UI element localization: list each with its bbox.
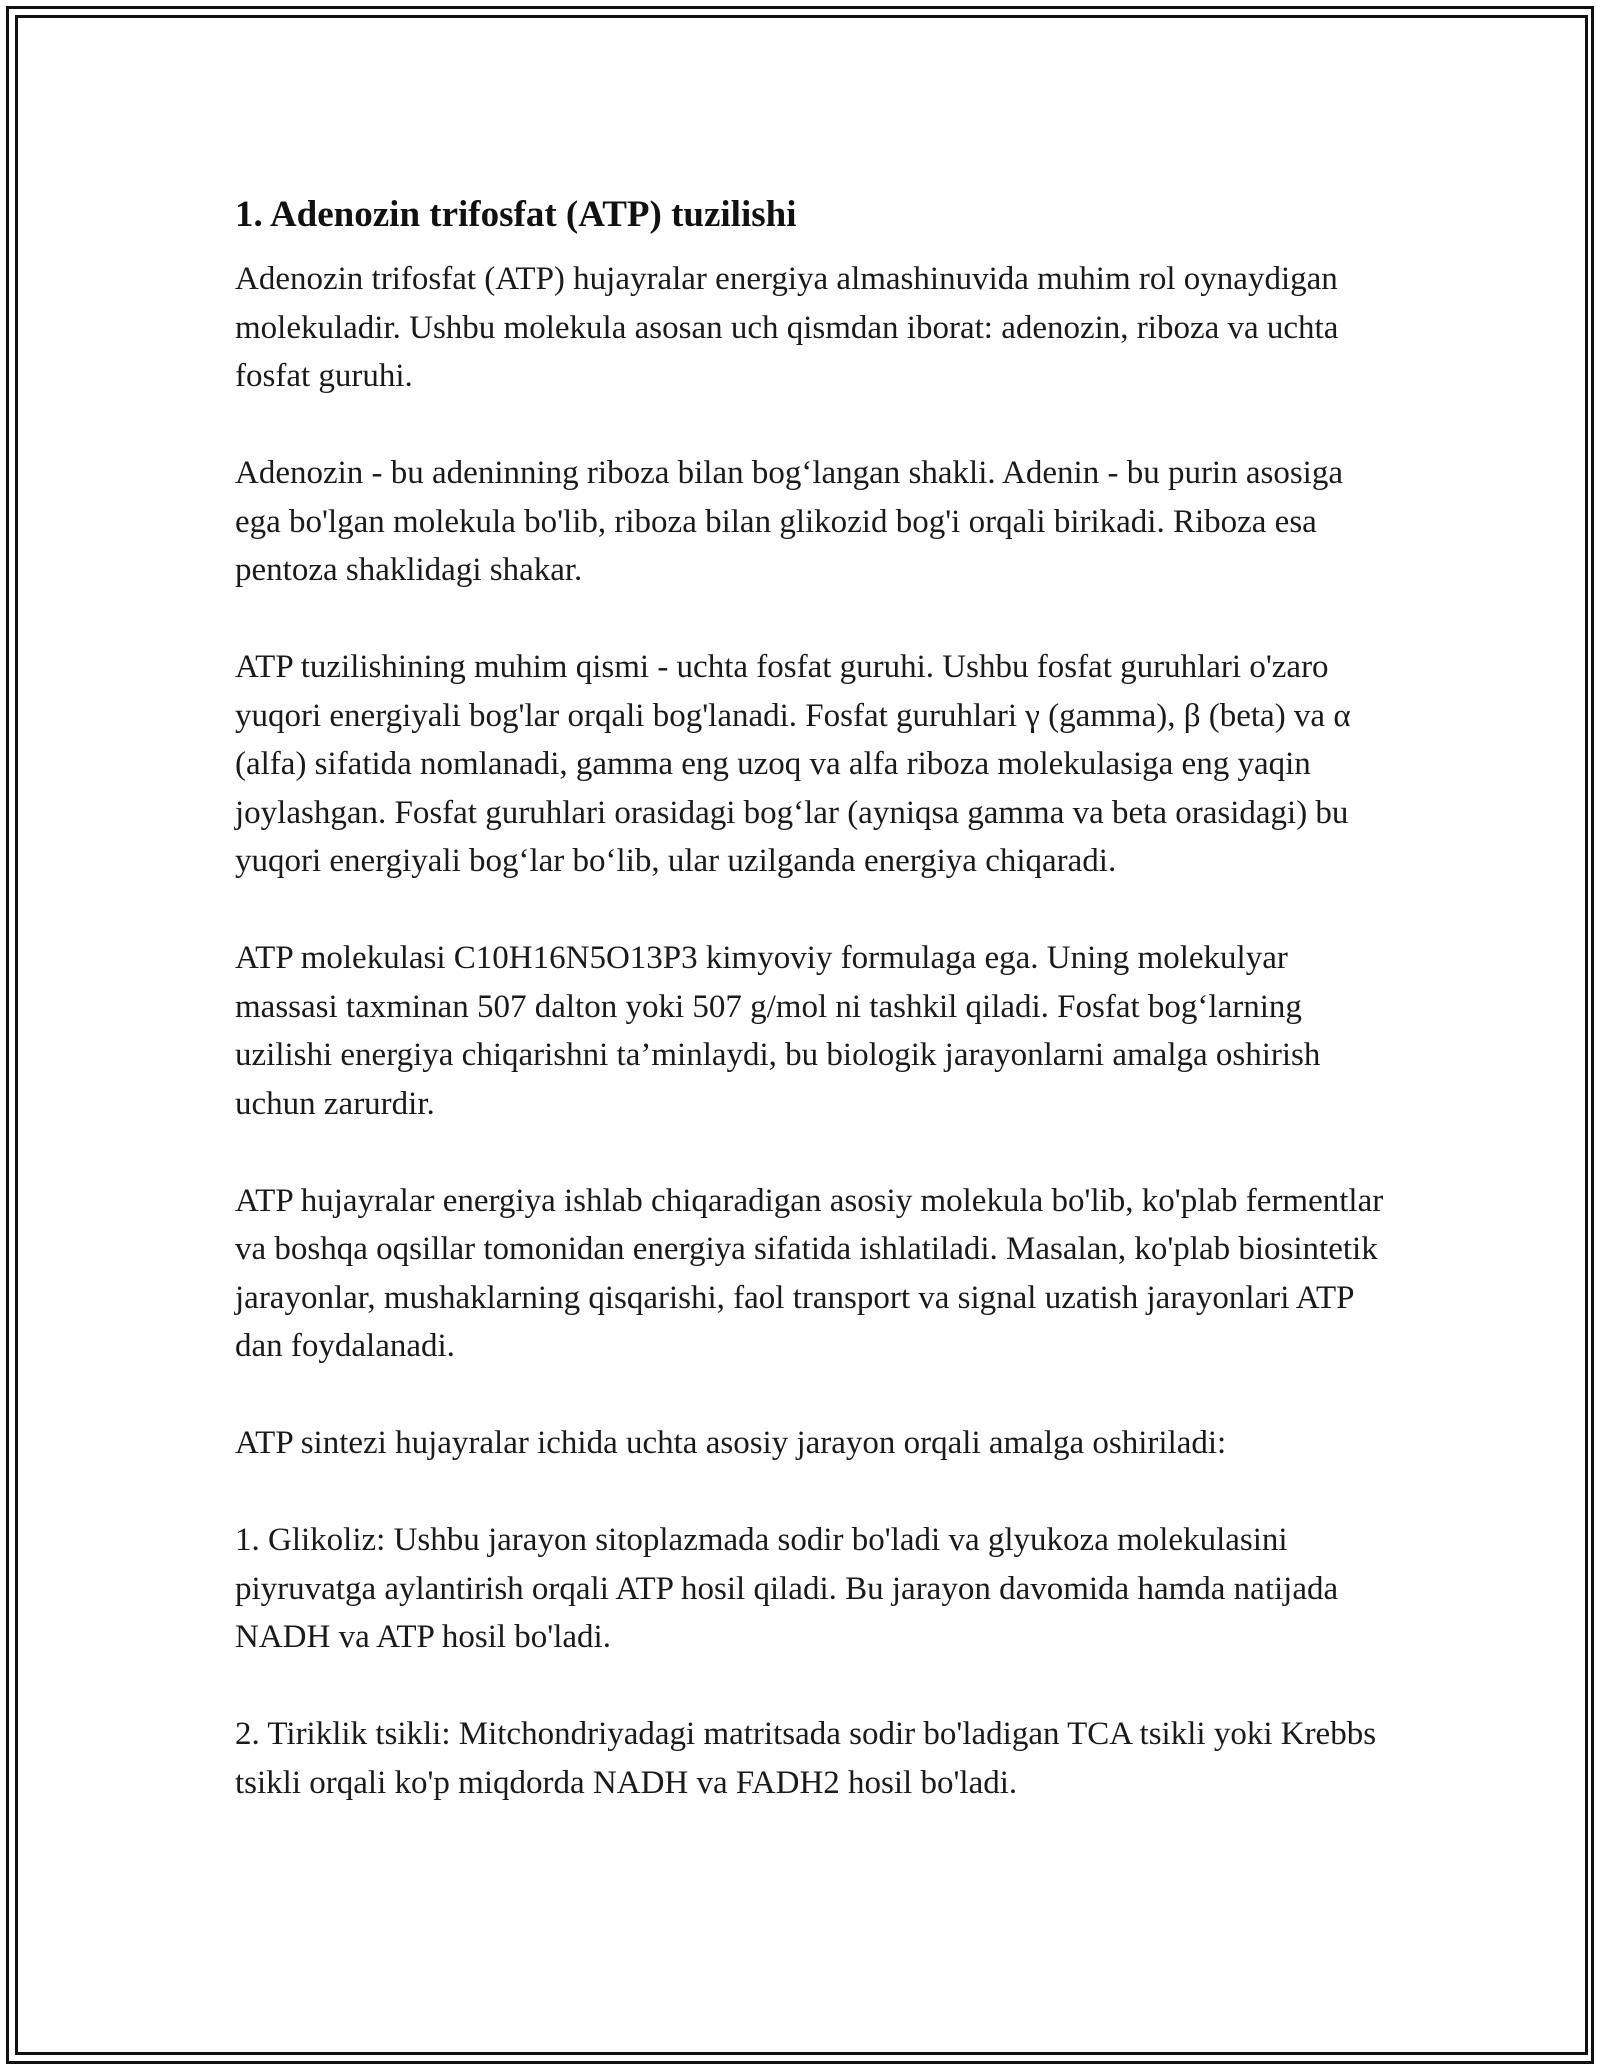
paragraph-formula: ATP molekulasi C10H16N5O13P3 kimyoviy formulaga ega. Uning molekulyar massasi taxminan 507 dalton yoki 507 g/mol ni tashkil qiladi. Fosfat bog‘larning uzilishi energiya chiqarishni ta’minlaydi, bu biologik jarayonlarni amalga oshirish uchun zarurdir. bbox=[235, 940, 1321, 1122]
paragraph-usage: ATP hujayralar energiya ishlab chiqaradigan asosiy molekula bo'lib, ko'plab fermentlar va boshqa oqsillar tomonidan energiya sifatida ishlatiladi. Masalan, ko'plab biosintetik jarayonlar, mushaklarning qisqarishi, faol transport va signal uzatish jarayonlari ATP dan foydalanadi. bbox=[235, 1182, 1384, 1364]
paragraph-tca-cycle: 2. Tiriklik tsikli: Mitchondriyadagi matritsada sodir bo'ladigan TCA tsikli yoki Krebbs tsikli orqali ko'p miqdorda NADH va FADH2 hosil bo'ladi. bbox=[235, 1716, 1377, 1801]
paragraph-glycolysis: 1. Glikoliz: Ushbu jarayon sitoplazmada sodir bo'ladi va glyukoza molekulasini piyruvatga aylantirish orqali ATP hosil qiladi. Bu jarayon davomida hamda natijada NADH va ATP hosil bo'ladi. bbox=[235, 1522, 1339, 1655]
paragraph-intro: Adenozin trifosfat (ATP) hujayralar energiya almashinuvida muhim rol oynaydigan molekuladir. Ushbu molekula asosan uch qismdan iborat: adenozin, riboza va uchta fosfat guruhi. bbox=[235, 261, 1339, 394]
paragraph-synthesis-intro: ATP sintezi hujayralar ichida uchta asosiy jarayon orqali amalga oshiriladi: bbox=[235, 1425, 1227, 1461]
paragraph-adenosine: Adenozin - bu adeninning riboza bilan bog‘langan shakli. Adenin - bu purin asosiga ega bo'lgan molekula bo'lib, riboza bilan glikozid bog'i orqali birikadi. Riboza esa pentoza shaklidagi shakar. bbox=[235, 455, 1343, 588]
section-heading: 1. Adenozin trifosfat (ATP) tuzilishi bbox=[235, 194, 797, 235]
document-body bbox=[235, 185, 1385, 1856]
paragraph-phosphate-groups: ATP tuzilishining muhim qismi - uchta fosfat guruhi. Ushbu fosfat guruhlari o'zaro yuqori energiyali bog'lar orqali bog'lanadi. Fosfat guruhlari γ (gamma), β (beta) va α (alfa) sifatida nomlanadi, gamma eng uzoq va alfa riboza molekulasiga eng yaqin joylashgan. Fosfat guruhlari orasidagi bog‘lar (ayniqsa gamma va beta orasidagi) bu yuqori energiyali bog‘lar bo‘lib, ular uzilganda energiya chiqaradi. bbox=[235, 649, 1351, 879]
